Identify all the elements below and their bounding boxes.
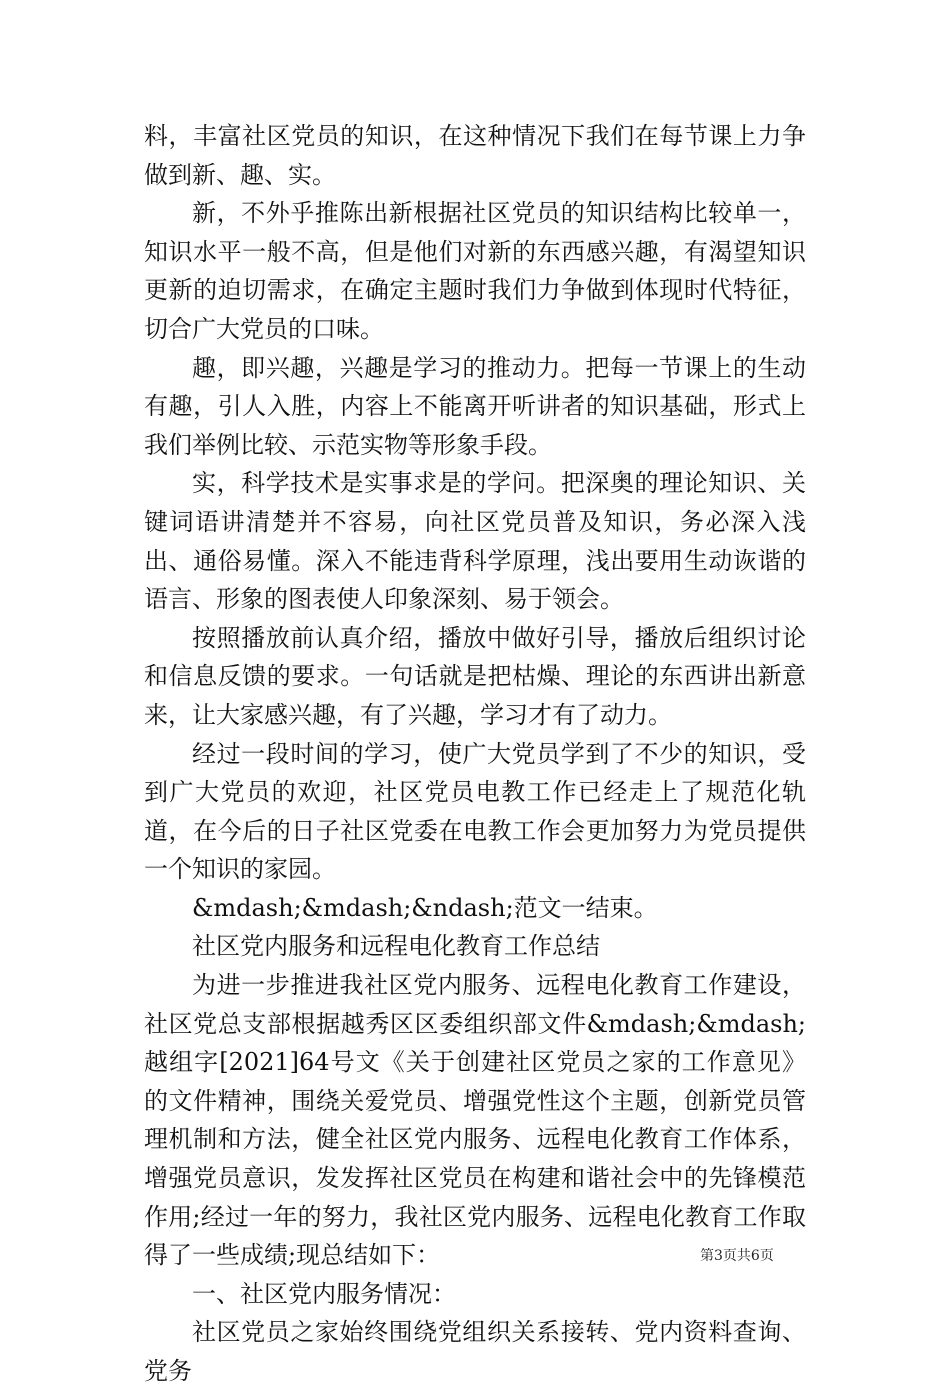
paragraph-practical: 实，科学技术是实事求是的学问。把深奥的理论知识、关键词语讲清楚并不容易，向社区党员普及知识，务必深入浅出、通俗易懂。深入不能违背科学原理，浅出要用生动诙谐的语言、形象的图表使人印象深刻、易于领会。 (144, 469, 806, 614)
paragraph-end-note: &mdash;&mdash;&ndash;范文一结束。 (192, 893, 658, 922)
paragraph-continuation: 料，丰富社区党员的知识，在这种情况下我们在每节课上力争做到新、趣、实。 (144, 122, 806, 189)
paragraph-summary: 经过一段时间的学习，使广大党员学到了不少的知识，受到广大党员的欢迎，社区党员电教工作已经走上了规范化轨道，在今后的日子社区党委在电教工作会更加努力为党员提供一个知识的家园。 (144, 739, 806, 884)
section-heading: 一、社区党内服务情况： (192, 1279, 456, 1308)
paragraph-intro: 为进一步推进我社区党内服务、远程电化教育工作建设，社区党总支部根据越秀区区委组织部文件&mdash;&mdash;越组字[2021]64号文《关于创建社区党员之家的工作意见》的文件精神，围绕关爱党员、增强党性这个主题，创新党员管理机制和方法，健全社区党内服务、远程电化教育工作体系，增强党员意识，发发挥社区党员在构建和谐社会中的先锋模范作用;经过一年的努力，我社区党内服务、远程电化教育工作取得了一些成绩;现总结如下： (144, 971, 806, 1270)
section-title: 社区党内服务和远程电化教育工作总结 (192, 932, 600, 961)
paragraph-service: 社区党员之家始终围绕党组织关系接转、党内资料查询、党务 (144, 1318, 806, 1385)
paragraph-playback: 按照播放前认真介绍，播放中做好引导，播放后组织讨论和信息反馈的要求。一句话就是把枯燥、理论的东西讲出新意来，让大家感兴趣，有了兴趣，学习才有了动力。 (144, 623, 806, 729)
paragraph-new: 新，不外乎推陈出新根据社区党员的知识结构比较单一，知识水平一般不高，但是他们对新的东西感兴趣，有渴望知识更新的迫切需求，在确定主题时我们力争做到体现时代特征，切合广大党员的口味。 (144, 199, 806, 343)
document-body (144, 117, 806, 1391)
paragraph-interest: 趣，即兴趣，兴趣是学习的推动力。把每一节课上的生动有趣，引人入胜，内容上不能离开听讲者的知识基础，形式上我们举例比较、示范实物等形象手段。 (144, 353, 806, 459)
page-number: 第3页共6页 (700, 1248, 774, 1264)
